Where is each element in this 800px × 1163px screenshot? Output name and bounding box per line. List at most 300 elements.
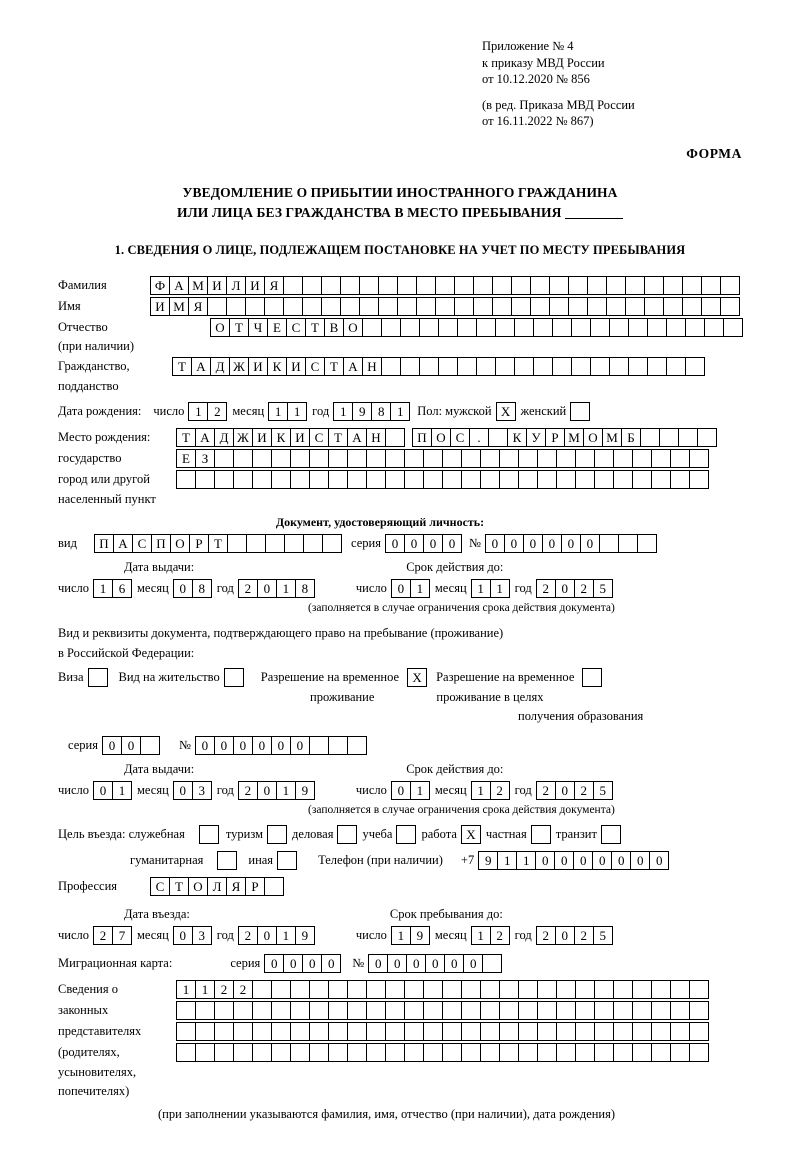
cell[interactable]: 0	[442, 534, 462, 553]
cell[interactable]: 1	[276, 926, 296, 945]
cell[interactable]: Х	[496, 402, 516, 421]
cell[interactable]	[442, 980, 462, 999]
cell[interactable]	[670, 449, 690, 468]
doc-valid-month-input[interactable]	[471, 579, 509, 598]
cell[interactable]	[347, 980, 367, 999]
cell[interactable]	[682, 276, 702, 295]
purpose-business-checkbox[interactable]	[337, 825, 356, 844]
cell[interactable]	[233, 449, 253, 468]
cell[interactable]: 1	[471, 579, 491, 598]
permit-valid-year-input[interactable]	[536, 781, 612, 800]
cell[interactable]	[233, 1022, 253, 1041]
cell[interactable]: 0	[630, 851, 650, 870]
cell[interactable]	[264, 877, 284, 896]
cell[interactable]	[575, 1022, 595, 1041]
cell[interactable]: 0	[385, 534, 405, 553]
cell[interactable]	[284, 534, 304, 553]
permit-issue-year-input[interactable]	[238, 781, 314, 800]
cell[interactable]: М	[188, 276, 208, 295]
cell[interactable]	[423, 980, 443, 999]
cell[interactable]: 1	[471, 781, 491, 800]
cell[interactable]	[214, 1001, 234, 1020]
cell[interactable]: С	[305, 357, 325, 376]
cell[interactable]: И	[245, 276, 265, 295]
cell[interactable]: 0	[561, 534, 581, 553]
cell[interactable]	[670, 980, 690, 999]
cell[interactable]: 0	[302, 954, 322, 973]
birth-city-input-row1[interactable]	[412, 428, 716, 447]
permit-valid-month-input[interactable]	[471, 781, 509, 800]
cell[interactable]	[651, 470, 671, 489]
cell[interactable]	[537, 1043, 557, 1062]
cell[interactable]	[556, 449, 576, 468]
cell[interactable]	[396, 825, 416, 844]
cell[interactable]	[309, 980, 329, 999]
cell[interactable]	[454, 297, 474, 316]
cell[interactable]: 0	[271, 736, 291, 755]
phone-input[interactable]	[478, 851, 668, 870]
cell[interactable]: 5	[593, 781, 613, 800]
cell[interactable]: 0	[102, 736, 122, 755]
cell[interactable]	[290, 449, 310, 468]
cell[interactable]: О	[210, 318, 230, 337]
cell[interactable]	[480, 1001, 500, 1020]
cell[interactable]	[590, 357, 610, 376]
cell[interactable]: 0	[290, 736, 310, 755]
cell[interactable]: Р	[545, 428, 565, 447]
cell[interactable]	[666, 318, 686, 337]
permit-issue-day-input[interactable]	[93, 781, 131, 800]
cell[interactable]: З	[195, 449, 215, 468]
cell[interactable]	[704, 318, 724, 337]
cell[interactable]	[88, 668, 108, 687]
cell[interactable]: Ф	[150, 276, 170, 295]
cell[interactable]	[549, 297, 569, 316]
cell[interactable]	[233, 1043, 253, 1062]
purpose-work-checkbox[interactable]	[461, 825, 480, 844]
cell[interactable]	[594, 1043, 614, 1062]
birth-month-input[interactable]	[268, 402, 306, 421]
cell[interactable]: 0	[257, 579, 277, 598]
cell[interactable]: 0	[257, 926, 277, 945]
cell[interactable]: 0	[504, 534, 524, 553]
cell[interactable]: Т	[208, 534, 228, 553]
cell[interactable]	[587, 297, 607, 316]
cell[interactable]: И	[290, 428, 310, 447]
cell[interactable]	[252, 980, 272, 999]
cell[interactable]	[442, 449, 462, 468]
cell[interactable]: 0	[423, 534, 443, 553]
cell[interactable]: 5	[593, 926, 613, 945]
cell[interactable]	[309, 1043, 329, 1062]
cell[interactable]: С	[286, 318, 306, 337]
cell[interactable]: 5	[593, 579, 613, 598]
cell[interactable]: 0	[121, 736, 141, 755]
cell[interactable]: 2	[536, 579, 556, 598]
cell[interactable]: Т	[169, 877, 189, 896]
cell[interactable]	[594, 1022, 614, 1041]
cell[interactable]: Ж	[229, 357, 249, 376]
cell[interactable]: 2	[536, 926, 556, 945]
cell[interactable]: 0	[195, 736, 215, 755]
cell[interactable]: Б	[621, 428, 641, 447]
cell[interactable]	[461, 1022, 481, 1041]
birth-city-input-row3[interactable]	[176, 470, 708, 489]
cell[interactable]: О	[431, 428, 451, 447]
cell[interactable]: 0	[283, 954, 303, 973]
purpose-transit-checkbox[interactable]	[601, 825, 620, 844]
cell[interactable]	[632, 1043, 652, 1062]
cell[interactable]	[277, 851, 297, 870]
cell[interactable]	[533, 357, 553, 376]
cell[interactable]: 9	[295, 926, 315, 945]
cell[interactable]: 1	[410, 579, 430, 598]
cell[interactable]	[454, 276, 474, 295]
cell[interactable]: 0	[214, 736, 234, 755]
cell[interactable]	[303, 534, 323, 553]
cell[interactable]	[347, 1043, 367, 1062]
purpose-other-checkbox[interactable]	[277, 851, 296, 870]
cell[interactable]	[618, 534, 638, 553]
cell[interactable]	[271, 449, 291, 468]
cell[interactable]	[442, 470, 462, 489]
cell[interactable]	[601, 825, 621, 844]
cell[interactable]	[685, 357, 705, 376]
cell[interactable]	[570, 402, 590, 421]
cell[interactable]	[495, 318, 515, 337]
cell[interactable]	[482, 954, 502, 973]
cell[interactable]: Т	[324, 357, 344, 376]
cell[interactable]	[499, 449, 519, 468]
cell[interactable]	[480, 1043, 500, 1062]
cell[interactable]	[381, 318, 401, 337]
cell[interactable]	[423, 1022, 443, 1041]
cell[interactable]	[651, 1001, 671, 1020]
cell[interactable]	[518, 1022, 538, 1041]
cell[interactable]: 0	[555, 579, 575, 598]
cell[interactable]	[328, 1043, 348, 1062]
entry-day-input[interactable]	[93, 926, 131, 945]
cell[interactable]	[685, 318, 705, 337]
cell[interactable]: У	[526, 428, 546, 447]
cell[interactable]	[594, 470, 614, 489]
cell[interactable]	[347, 449, 367, 468]
cell[interactable]	[461, 1043, 481, 1062]
cell[interactable]	[366, 449, 386, 468]
cell[interactable]	[328, 1001, 348, 1020]
cell[interactable]	[537, 449, 557, 468]
cell[interactable]	[457, 357, 477, 376]
cell[interactable]	[552, 357, 572, 376]
surname-input[interactable]	[150, 276, 739, 295]
cell[interactable]: 9	[295, 781, 315, 800]
cell[interactable]: 6	[112, 579, 132, 598]
cell[interactable]	[613, 1043, 633, 1062]
cell[interactable]: Е	[267, 318, 287, 337]
cell[interactable]	[678, 428, 698, 447]
cell[interactable]: 0	[406, 954, 426, 973]
cell[interactable]	[217, 851, 237, 870]
cell[interactable]: 0	[233, 736, 253, 755]
cell[interactable]	[659, 428, 679, 447]
cell[interactable]	[518, 1001, 538, 1020]
cell[interactable]: 0	[173, 781, 193, 800]
cell[interactable]	[594, 1001, 614, 1020]
cell[interactable]	[511, 297, 531, 316]
cell[interactable]: 7	[112, 926, 132, 945]
cell[interactable]: Х	[407, 668, 427, 687]
cell[interactable]	[625, 276, 645, 295]
cell[interactable]: 0	[391, 579, 411, 598]
cell[interactable]: 0	[592, 851, 612, 870]
cell[interactable]	[404, 449, 424, 468]
cell[interactable]: О	[583, 428, 603, 447]
cell[interactable]	[632, 1001, 652, 1020]
cell[interactable]	[530, 297, 550, 316]
cell[interactable]	[556, 1001, 576, 1020]
cell[interactable]	[385, 980, 405, 999]
cell[interactable]	[701, 276, 721, 295]
cell[interactable]	[613, 449, 633, 468]
temp-residence-checkbox[interactable]	[407, 668, 426, 687]
permit-number-input[interactable]	[195, 736, 366, 755]
cell[interactable]: О	[188, 877, 208, 896]
cell[interactable]: 2	[490, 926, 510, 945]
cell[interactable]: 1	[391, 926, 411, 945]
cell[interactable]	[176, 1001, 196, 1020]
cell[interactable]	[176, 1043, 196, 1062]
doc-issue-year-input[interactable]	[238, 579, 314, 598]
cell[interactable]	[499, 1022, 519, 1041]
cell[interactable]	[381, 357, 401, 376]
cell[interactable]: К	[267, 357, 287, 376]
cell[interactable]	[556, 1043, 576, 1062]
cell[interactable]	[233, 1001, 253, 1020]
birth-day-input[interactable]	[188, 402, 226, 421]
doc-valid-year-input[interactable]	[536, 579, 612, 598]
cell[interactable]	[347, 1001, 367, 1020]
cell[interactable]	[518, 980, 538, 999]
cell[interactable]: Х	[461, 825, 481, 844]
cell[interactable]	[416, 276, 436, 295]
cell[interactable]	[328, 1022, 348, 1041]
cell[interactable]	[537, 980, 557, 999]
cell[interactable]	[480, 1022, 500, 1041]
cell[interactable]: Д	[210, 357, 230, 376]
migration-series-input[interactable]	[264, 954, 340, 973]
cell[interactable]	[328, 736, 348, 755]
cell[interactable]	[476, 318, 496, 337]
cell[interactable]: 1	[276, 579, 296, 598]
cell[interactable]	[340, 297, 360, 316]
cell[interactable]: И	[207, 276, 227, 295]
cell[interactable]: 0	[252, 736, 272, 755]
cell[interactable]	[264, 297, 284, 316]
cell[interactable]	[423, 449, 443, 468]
cell[interactable]: А	[343, 357, 363, 376]
cell[interactable]	[302, 297, 322, 316]
cell[interactable]	[632, 470, 652, 489]
cell[interactable]	[245, 297, 265, 316]
cell[interactable]: Р	[189, 534, 209, 553]
cell[interactable]	[366, 1043, 386, 1062]
cell[interactable]: В	[324, 318, 344, 337]
cell[interactable]	[252, 470, 272, 489]
cell[interactable]	[606, 276, 626, 295]
cell[interactable]	[531, 825, 551, 844]
cell[interactable]	[537, 1022, 557, 1041]
cell[interactable]	[309, 1022, 329, 1041]
cell[interactable]	[514, 318, 534, 337]
cell[interactable]: 2	[574, 781, 594, 800]
cell[interactable]	[628, 357, 648, 376]
cell[interactable]	[518, 1043, 538, 1062]
cell[interactable]	[530, 276, 550, 295]
cell[interactable]	[404, 470, 424, 489]
cell[interactable]: А	[113, 534, 133, 553]
cell[interactable]: 0	[404, 534, 424, 553]
cell[interactable]	[476, 357, 496, 376]
cell[interactable]	[537, 1001, 557, 1020]
cell[interactable]: 8	[192, 579, 212, 598]
cell[interactable]: Т	[172, 357, 192, 376]
cell[interactable]	[689, 470, 709, 489]
cell[interactable]	[214, 1043, 234, 1062]
cell[interactable]	[419, 357, 439, 376]
cell[interactable]	[423, 1001, 443, 1020]
cell[interactable]: Н	[362, 357, 382, 376]
cell[interactable]	[575, 449, 595, 468]
cell[interactable]	[587, 276, 607, 295]
cell[interactable]	[647, 318, 667, 337]
cell[interactable]	[347, 1022, 367, 1041]
cell[interactable]	[575, 1043, 595, 1062]
cell[interactable]: К	[507, 428, 527, 447]
cell[interactable]	[252, 449, 272, 468]
cell[interactable]	[473, 297, 493, 316]
cell[interactable]	[644, 276, 664, 295]
cell[interactable]	[480, 980, 500, 999]
cell[interactable]	[195, 470, 215, 489]
permit-valid-day-input[interactable]	[391, 781, 429, 800]
cell[interactable]	[419, 318, 439, 337]
cell[interactable]	[651, 1022, 671, 1041]
birth-city-input-row2[interactable]	[176, 449, 708, 468]
cell[interactable]	[385, 449, 405, 468]
cell[interactable]	[347, 470, 367, 489]
cell[interactable]	[359, 297, 379, 316]
cell[interactable]: 0	[463, 954, 483, 973]
cell[interactable]: 1	[268, 402, 288, 421]
cell[interactable]: 2	[233, 980, 253, 999]
cell[interactable]: М	[602, 428, 622, 447]
cell[interactable]	[701, 297, 721, 316]
cell[interactable]: 0	[173, 926, 193, 945]
cell[interactable]: И	[286, 357, 306, 376]
cell[interactable]	[689, 1043, 709, 1062]
cell[interactable]	[328, 980, 348, 999]
cell[interactable]	[632, 980, 652, 999]
cell[interactable]: 0	[611, 851, 631, 870]
cell[interactable]: П	[94, 534, 114, 553]
cell[interactable]	[442, 1022, 462, 1041]
cell[interactable]	[689, 449, 709, 468]
cell[interactable]: И	[248, 357, 268, 376]
cell[interactable]: 0	[391, 781, 411, 800]
cell[interactable]	[435, 297, 455, 316]
cell[interactable]	[214, 1022, 234, 1041]
cell[interactable]	[499, 980, 519, 999]
cell[interactable]: Ч	[248, 318, 268, 337]
cell[interactable]: 9	[410, 926, 430, 945]
cell[interactable]	[397, 276, 417, 295]
cell[interactable]	[663, 297, 683, 316]
cell[interactable]: О	[170, 534, 190, 553]
cell[interactable]	[404, 980, 424, 999]
cell[interactable]	[271, 1001, 291, 1020]
cell[interactable]	[499, 1001, 519, 1020]
cell[interactable]	[195, 1022, 215, 1041]
cell[interactable]: 0	[580, 534, 600, 553]
doc-valid-day-input[interactable]	[391, 579, 429, 598]
cell[interactable]: О	[343, 318, 363, 337]
cell[interactable]	[651, 980, 671, 999]
birth-state-input[interactable]	[176, 428, 404, 447]
permit-issue-month-input[interactable]	[173, 781, 211, 800]
cell[interactable]	[582, 668, 602, 687]
cell[interactable]	[385, 1022, 405, 1041]
name-input[interactable]	[150, 297, 739, 316]
cell[interactable]: 0	[387, 954, 407, 973]
cell[interactable]: 0	[523, 534, 543, 553]
cell[interactable]: С	[132, 534, 152, 553]
cell[interactable]: Т	[305, 318, 325, 337]
cell[interactable]	[271, 470, 291, 489]
cell[interactable]	[385, 470, 405, 489]
cell[interactable]	[613, 470, 633, 489]
cell[interactable]	[670, 470, 690, 489]
doc-kind-input[interactable]	[94, 534, 341, 553]
cell[interactable]: А	[347, 428, 367, 447]
doc-number-input[interactable]	[485, 534, 656, 553]
cell[interactable]	[309, 449, 329, 468]
cell[interactable]	[514, 357, 534, 376]
cell[interactable]	[461, 1001, 481, 1020]
cell[interactable]	[290, 1043, 310, 1062]
cell[interactable]	[442, 1001, 462, 1020]
cell[interactable]: 0	[573, 851, 593, 870]
cell[interactable]	[404, 1043, 424, 1062]
cell[interactable]: 1	[112, 781, 132, 800]
legal-rep-input-row2[interactable]	[176, 1001, 708, 1020]
cell[interactable]	[609, 318, 629, 337]
cell[interactable]: Н	[366, 428, 386, 447]
cell[interactable]: П	[151, 534, 171, 553]
cell[interactable]	[723, 318, 743, 337]
cell[interactable]: 0	[425, 954, 445, 973]
cell[interactable]	[697, 428, 717, 447]
cell[interactable]: 0	[93, 781, 113, 800]
cell[interactable]: С	[450, 428, 470, 447]
cell[interactable]	[246, 534, 266, 553]
cell[interactable]	[385, 1001, 405, 1020]
profession-input[interactable]	[150, 877, 283, 896]
cell[interactable]	[518, 470, 538, 489]
cell[interactable]: 2	[214, 980, 234, 999]
cell[interactable]	[606, 297, 626, 316]
cell[interactable]	[461, 980, 481, 999]
cell[interactable]: 0	[555, 781, 575, 800]
